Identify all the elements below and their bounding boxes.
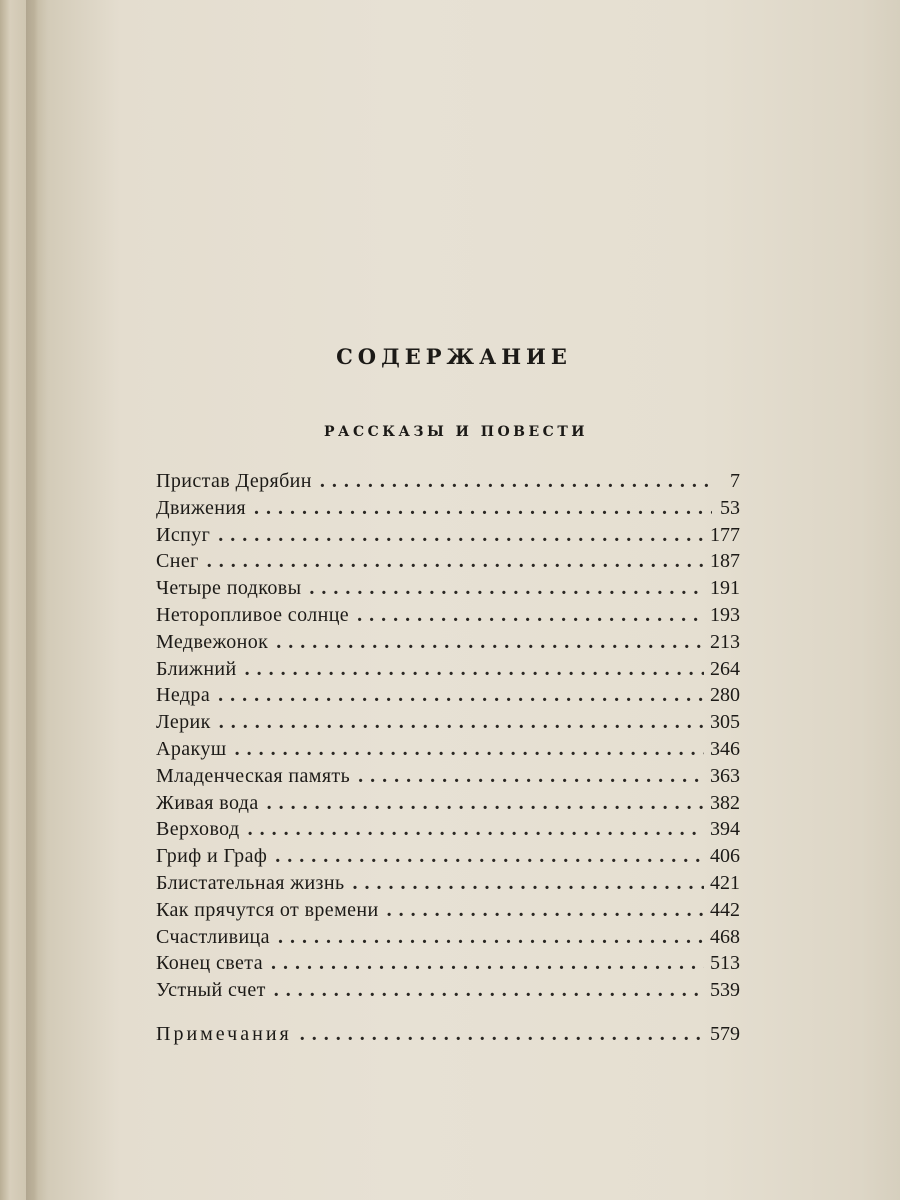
toc-entry-title: Конец света xyxy=(156,952,263,975)
toc-entry xyxy=(156,952,740,979)
toc-entry xyxy=(156,524,740,551)
toc-entry-title: Четыре подковы xyxy=(156,577,302,600)
toc-entry xyxy=(156,711,740,738)
toc-entry-page: 346 xyxy=(710,737,740,760)
dot-leader xyxy=(320,470,712,493)
dot-leader xyxy=(218,684,704,707)
toc-entry-page: 213 xyxy=(710,630,740,653)
toc-entry xyxy=(156,470,740,497)
toc-entry-title: Счастливица xyxy=(156,925,270,948)
toc-entry xyxy=(156,765,740,792)
toc-entry-page: 193 xyxy=(710,603,740,626)
toc-entry xyxy=(156,792,740,819)
notes-entry-page: 579 xyxy=(710,1023,740,1045)
dot-leader xyxy=(357,604,704,627)
dot-leader xyxy=(358,765,704,788)
toc-entry-page: 406 xyxy=(710,845,740,868)
toc-entry-page: 191 xyxy=(710,577,740,600)
dot-leader xyxy=(254,497,712,520)
toc-entry-page: 382 xyxy=(710,791,740,814)
toc-entry xyxy=(156,497,740,524)
toc-entry-title: Аракуш xyxy=(156,737,227,760)
toc-entry xyxy=(156,926,740,953)
dot-leader xyxy=(218,524,704,547)
toc-entry-title: Пристав Дерябин xyxy=(156,470,312,492)
toc-entry xyxy=(156,899,740,926)
toc-entry xyxy=(156,631,740,658)
dot-leader xyxy=(275,845,704,868)
toc-entry-title: Как прячутся от времени xyxy=(156,898,379,921)
toc-entry-page: 264 xyxy=(710,657,740,680)
dot-leader xyxy=(387,899,704,922)
toc-entry xyxy=(156,738,740,765)
toc-entry-title: Верховод xyxy=(156,818,240,841)
toc-entry-title: Неторопливое солнце xyxy=(156,603,350,626)
toc-entry-page: 539 xyxy=(710,979,740,1002)
dot-leader xyxy=(278,926,704,949)
dot-leader xyxy=(248,818,704,841)
page-title: СОДЕРЖАНИЕ xyxy=(336,344,572,369)
toc-entry-page: 421 xyxy=(710,871,740,894)
toc-entry xyxy=(156,979,740,1006)
toc-entry-title: Недра xyxy=(156,684,211,707)
toc-entry-title: Медвежонок xyxy=(156,630,269,653)
toc-entry xyxy=(156,550,740,577)
dot-leader xyxy=(267,792,704,815)
toc-entry-page: 468 xyxy=(710,925,740,948)
toc-entry-title: Движения xyxy=(156,496,247,519)
toc-entry-title: Блистательная жизнь xyxy=(156,871,345,894)
dot-leader xyxy=(352,872,704,895)
toc-entry-title: Ближний xyxy=(156,657,237,680)
toc-entry xyxy=(156,845,740,872)
toc-entry-page: 7 xyxy=(730,470,740,492)
toc-entry-page: 177 xyxy=(710,523,740,546)
toc-entry-page: 187 xyxy=(710,550,740,573)
dot-leader xyxy=(207,550,704,573)
toc-entry-page: 442 xyxy=(710,898,740,921)
toc-entry xyxy=(156,684,740,711)
toc-entry xyxy=(156,577,740,604)
toc-entry-title: Испуг xyxy=(156,523,211,546)
toc-entry-page: 280 xyxy=(710,684,740,707)
table-of-contents xyxy=(156,470,740,1006)
dot-leader xyxy=(271,952,704,975)
dot-leader xyxy=(300,1023,704,1046)
toc-entry-page: 53 xyxy=(720,496,740,519)
section-heading: РАССКАЗЫ И ПОВЕСТИ xyxy=(324,424,588,440)
toc-entry xyxy=(156,872,740,899)
toc-entry-title: Живая вода xyxy=(156,791,259,814)
notes-entry-title: Примечания xyxy=(156,1023,292,1045)
toc-entry-title: Гриф и Граф xyxy=(156,845,268,868)
dot-leader xyxy=(276,631,704,654)
toc-entry-title: Младенческая память xyxy=(156,764,351,787)
toc-entry xyxy=(156,604,740,631)
dot-leader xyxy=(309,577,704,600)
toc-entry-title: Устный счет xyxy=(156,979,266,1002)
dot-leader xyxy=(245,658,704,681)
toc-entry-title: Лерик xyxy=(156,711,211,734)
toc-entry-page: 394 xyxy=(710,818,740,841)
toc-entry-page: 305 xyxy=(710,711,740,734)
toc-entry-page: 513 xyxy=(710,952,740,975)
toc-entry xyxy=(156,818,740,845)
toc-entry-page: 363 xyxy=(710,764,740,787)
toc-entry xyxy=(156,658,740,685)
dot-leader xyxy=(219,711,704,734)
toc-entry-title: Снег xyxy=(156,550,199,573)
dot-leader xyxy=(274,979,704,1002)
notes-entry xyxy=(156,1023,740,1050)
dot-leader xyxy=(235,738,704,761)
